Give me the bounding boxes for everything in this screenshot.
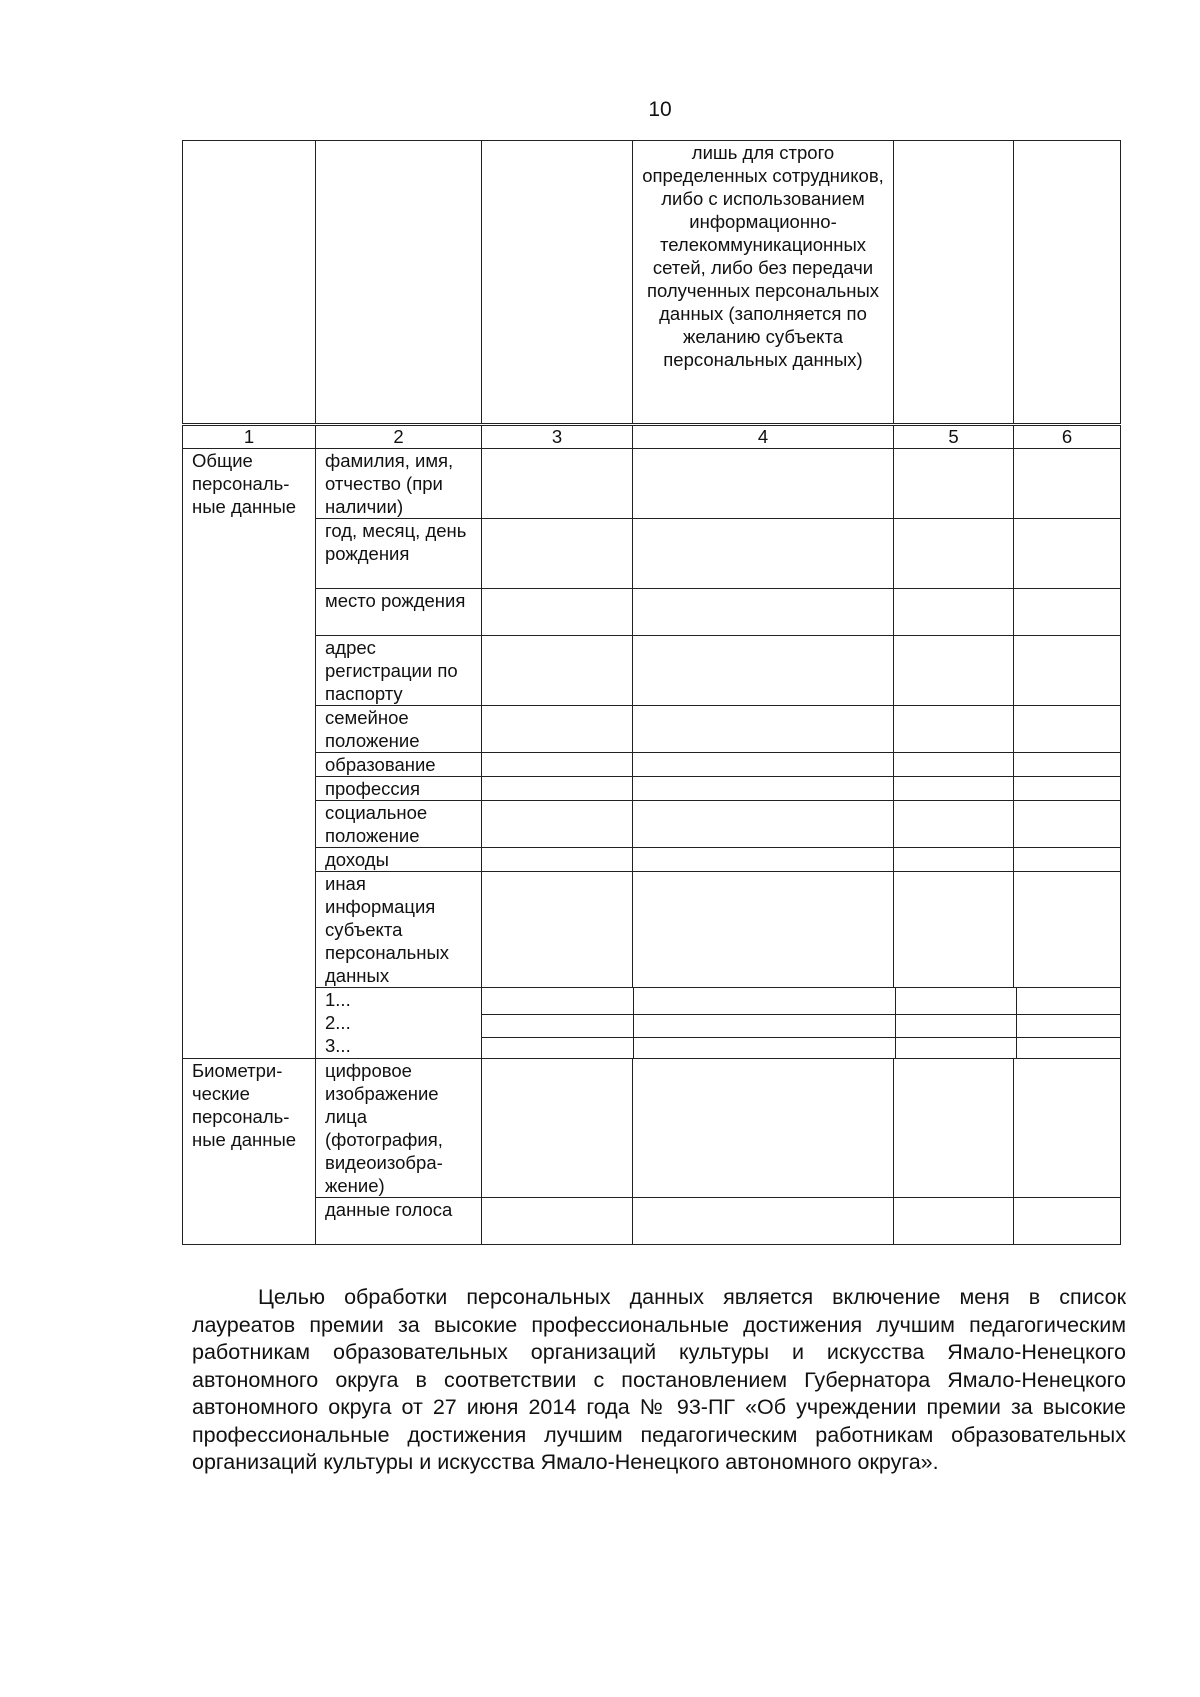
table-row	[183, 801, 1121, 848]
purpose-paragraph-text: Целью обработки персональных данных является включение меня в список лауреатов премии за высокие профессиональные достижения лучшим педагогическим работникам образовательных организаций культуры и искусства Ямало-Ненецкого автономного округа в соответствии с постановлением Губернатора Ямало-Ненецкого автономного округа от 27 июня 2014 года № 93-ПГ «Об учреждении премии за высокие профессиональные достижения лучшим педагогическим работникам образовательных организаций культуры и искусства Ямало-Ненецкого автономного округа».	[192, 1285, 1126, 1474]
data-cell	[482, 848, 633, 872]
data-cell	[633, 706, 894, 753]
data-cell	[633, 848, 894, 872]
data-cell	[633, 801, 894, 848]
data-cell	[482, 801, 633, 848]
personal-data-table	[182, 140, 1121, 1245]
data-cell	[482, 872, 633, 988]
data-cell	[1014, 1059, 1121, 1198]
header-cell-1	[183, 141, 316, 425]
table-row	[183, 1198, 1121, 1245]
column-number: 2	[316, 425, 482, 449]
table-row	[183, 777, 1121, 801]
header-cell-4-text: лишь для строго определенных сотрудников, либо с использованием информационно-телекоммуникационных сетей, либо без передачи полученных персональных данных (заполняется по желанию субъекта персональных данных)	[633, 141, 894, 425]
row-label: образование	[316, 753, 482, 777]
column-number: 6	[1014, 425, 1121, 449]
numbered-item: 3...	[325, 1035, 351, 1056]
data-cell	[482, 777, 633, 801]
data-cell-split	[482, 988, 1121, 1059]
data-cell	[1014, 449, 1121, 519]
data-cell	[633, 589, 894, 636]
group-title-biometric: Биометри-ческие персональ-ные данные	[183, 1059, 316, 1245]
data-cell	[633, 872, 894, 988]
table-header-continuation-row	[183, 141, 1121, 425]
data-cell	[633, 1059, 894, 1198]
data-cell	[894, 519, 1014, 589]
column-number: 1	[183, 425, 316, 449]
row-label: профессия	[316, 777, 482, 801]
data-cell	[482, 636, 633, 706]
data-cell	[894, 848, 1014, 872]
row-label: цифровое изображение лица (фотография, видеоизобра-жение)	[316, 1059, 482, 1198]
row-label: год, месяц, день рождения	[316, 519, 482, 589]
data-cell	[482, 1059, 633, 1198]
table-row	[183, 872, 1121, 988]
data-cell	[894, 449, 1014, 519]
data-cell	[633, 1198, 894, 1245]
column-number: 3	[482, 425, 633, 449]
group-title-general: Общие персональ-ные данные	[183, 449, 316, 1059]
data-cell	[482, 519, 633, 589]
header-cell-3	[482, 141, 633, 425]
data-cell	[894, 872, 1014, 988]
header-cell-2	[316, 141, 482, 425]
table-row	[183, 519, 1121, 589]
table-row	[183, 449, 1121, 519]
table-row	[183, 988, 1121, 1059]
column-number-row	[183, 425, 1121, 449]
data-cell	[894, 1198, 1014, 1245]
data-cell	[1014, 872, 1121, 988]
data-cell	[482, 706, 633, 753]
data-cell	[1014, 777, 1121, 801]
data-cell	[1014, 519, 1121, 589]
data-cell	[633, 636, 894, 706]
data-cell	[894, 801, 1014, 848]
row-label: семейное положение	[316, 706, 482, 753]
numbered-item: 2...	[325, 1012, 351, 1033]
data-cell	[482, 753, 633, 777]
data-cell	[482, 449, 633, 519]
data-cell	[1014, 801, 1121, 848]
row-label: доходы	[316, 848, 482, 872]
data-cell	[633, 777, 894, 801]
row-label: адрес регистрации по паспорту	[316, 636, 482, 706]
purpose-paragraph	[192, 1284, 1126, 1477]
data-cell	[633, 449, 894, 519]
row-label: фамилия, имя, отчество (при наличии)	[316, 449, 482, 519]
numbered-item: 1...	[325, 989, 351, 1010]
data-cell	[1014, 589, 1121, 636]
header-cell-5	[894, 141, 1014, 425]
data-cell	[894, 753, 1014, 777]
data-cell	[1014, 706, 1121, 753]
table-row	[183, 1059, 1121, 1198]
table-row	[183, 706, 1121, 753]
data-cell	[633, 753, 894, 777]
column-number: 5	[894, 425, 1014, 449]
row-label: место рождения	[316, 589, 482, 636]
data-cell	[1014, 1198, 1121, 1245]
row-label: данные голоса	[316, 1198, 482, 1245]
data-cell	[894, 1059, 1014, 1198]
data-cell	[894, 589, 1014, 636]
data-cell	[894, 777, 1014, 801]
data-cell	[894, 706, 1014, 753]
data-cell	[482, 589, 633, 636]
data-cell	[1014, 848, 1121, 872]
header-cell-6	[1014, 141, 1121, 425]
data-cell	[482, 1198, 633, 1245]
page-number: 10	[648, 98, 672, 121]
numbered-items-cell	[316, 988, 482, 1059]
table-row	[183, 636, 1121, 706]
data-cell	[633, 519, 894, 589]
data-cell	[894, 636, 1014, 706]
row-label: социальное положение	[316, 801, 482, 848]
table-row	[183, 753, 1121, 777]
table-row	[183, 848, 1121, 872]
row-label: иная информация субъекта персональных данных	[316, 872, 482, 988]
data-cell	[1014, 636, 1121, 706]
data-cell	[1014, 753, 1121, 777]
table-row	[183, 589, 1121, 636]
column-number: 4	[633, 425, 894, 449]
